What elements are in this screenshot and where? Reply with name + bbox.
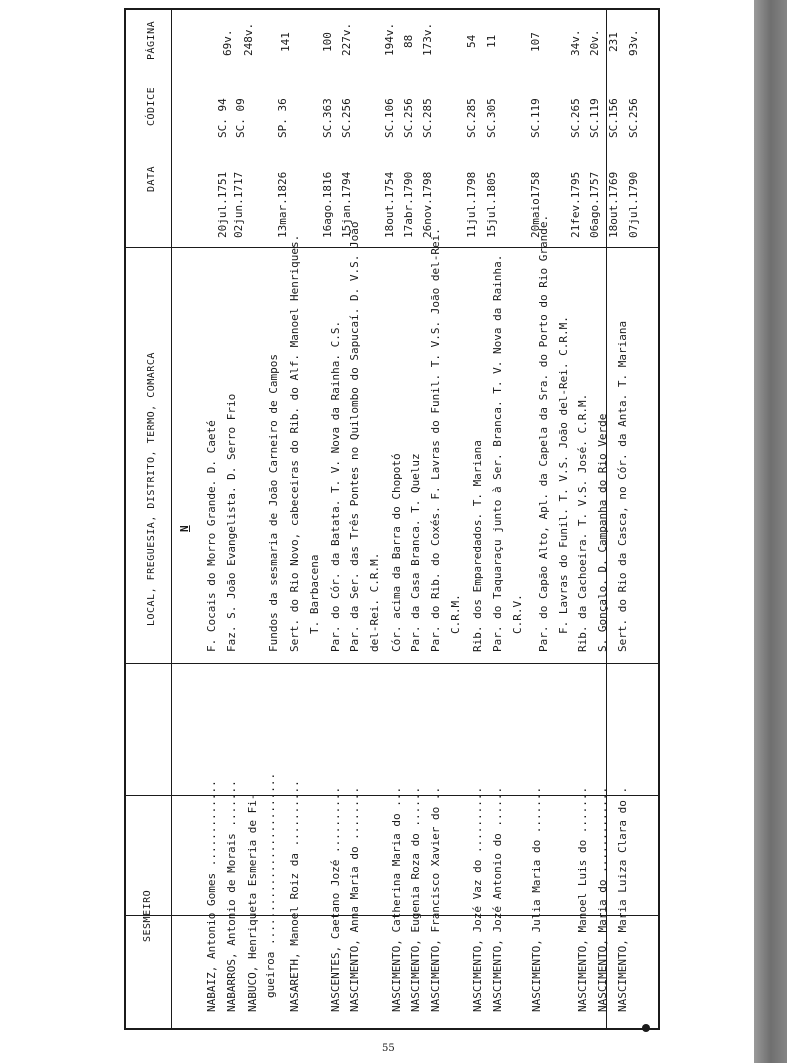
date-entry: 21fev.1795	[569, 171, 582, 238]
sesmeiro-entry: NASCENTES, Caetano Jozé ..........	[329, 786, 342, 1012]
local-entry: Rib. da Cachoeira. T. V.S. José. C.R.M.	[576, 393, 589, 652]
local-entry: Rib. dos Emparedados. T. Mariana	[471, 440, 484, 652]
pagina-entry: 11	[485, 34, 498, 48]
codice-entry: SC.256	[627, 98, 640, 138]
pagina-entry: 54	[465, 34, 478, 48]
codice-entry: SC.156	[607, 98, 620, 138]
local-entry: F. Lavras do Funil. T. V.S. João del-Rei. C.R.M.	[557, 316, 570, 634]
header-pagina: PÁGINA	[146, 20, 157, 60]
codice-entry: SC.265	[569, 98, 582, 138]
date-entry: 13mar.1826	[276, 171, 289, 238]
sesmeiro-entry: NASCIMENTO, Catherina Maria do ...	[390, 786, 403, 1012]
codice-entry: SP. 36	[276, 98, 289, 138]
header-sesmeiro: SESMEIRO	[142, 889, 153, 942]
table-corner-mark	[642, 1024, 650, 1032]
pagina-entry: 173v.	[421, 22, 434, 56]
codice-entry: SC.106	[383, 98, 396, 138]
local-entry: del-Rei. C.R.M.	[368, 552, 381, 652]
sesmeiro-entry: NABARROS, Antonio de Morais .......	[225, 780, 238, 1012]
local-entry: S. Gonçalo. D. Campanha do Rio Verde	[596, 413, 609, 652]
date-entry: 15jul.1805	[485, 171, 498, 238]
sesmeiro-entry: NASCIMENTO, Jozé Vaz do ..........	[471, 786, 484, 1012]
date-entry: 20jul.1751	[216, 171, 229, 238]
header-data: DATA	[146, 165, 157, 192]
local-entry: Cór. acima da Barra do Chopotó	[390, 453, 403, 652]
date-entry: 02jun.1717	[232, 171, 245, 238]
date-entry: 07jul.1790	[627, 171, 640, 238]
sesmeiro-entry: NASCIMENTO, Jozé Antonio do ......	[491, 786, 504, 1012]
local-entry: C.R.M.	[449, 594, 462, 634]
date-entry: 18out.1754	[383, 171, 396, 238]
date-entry: 15jan.1794	[340, 171, 353, 238]
codice-entry: SC.119	[588, 98, 601, 138]
local-entry: Par. do Cór. da Batata. T. V. Nova da Rainha. C.S.	[329, 320, 342, 652]
codice-entry: SC.285	[465, 98, 478, 138]
pagina-entry: 141	[279, 32, 292, 52]
local-entry: C.R.V.	[511, 594, 524, 634]
pagina-entry: 194v.	[383, 22, 396, 56]
sesmeiro-entry: NASCIMENTO, Francisco Xavier do ..	[429, 786, 442, 1012]
pagina-entry: 20v.	[588, 29, 601, 56]
local-entry: Faz. S. João Evangelista. D. Serro Frio	[225, 393, 238, 652]
column-divider	[171, 10, 172, 1028]
sesmeiro-entry: NASCIMENTO, Eugenia Roza do ......	[409, 786, 422, 1012]
sesmeiro-entry: NABUCO, Henriqueta Esmeria de Fi-	[246, 793, 259, 1012]
column-divider	[126, 663, 658, 664]
codice-entry: SC.256	[340, 98, 353, 138]
section-letter: N	[178, 525, 191, 532]
local-entry: F. Cocais do Morro Grande. D. Caeté	[205, 420, 218, 652]
sesmeiro-entry: NABAIZ, Antonio Gomes .............	[205, 780, 218, 1012]
header-codice: CÓDICE	[146, 86, 157, 126]
pagina-entry: 227v.	[340, 22, 353, 56]
codice-entry: SC. 94	[216, 98, 229, 138]
sesmeiro-entry: NASCIMENTO, Maria do .............	[596, 786, 609, 1012]
pagina-entry: 231	[607, 32, 620, 52]
scan-edge-strip	[754, 0, 787, 1063]
sesmeiro-entry: NASCIMENTO, Anna Maria do ........	[348, 786, 361, 1012]
local-entry: Sert. do Rio da Casca, no Cór. da Anta. T. Mariana	[616, 320, 629, 652]
codice-entry: SC.363	[321, 98, 334, 138]
pagina-entry: 88	[402, 34, 415, 48]
pagina-entry: 248v.	[242, 22, 255, 56]
date-entry: 20maio1758	[529, 171, 542, 238]
codice-entry: SC.119	[529, 98, 542, 138]
local-entry: T. Barbacena	[308, 554, 321, 634]
local-entry: Par. do Rib. do Coxés. F. Lavras do Funil. T. V.S. João del-Rei.	[429, 228, 442, 652]
local-entry: Sert. do Rio Novo, cabeceiras do Rib. do Alf. Manoel Henriques.	[288, 234, 301, 652]
page-number: 55	[382, 1043, 395, 1054]
date-entry: 16ago.1816	[321, 171, 334, 238]
date-entry: 11jul.1798	[465, 171, 478, 238]
sesmeiro-entry: NASARETH, Manoel Roiz da ..........	[288, 780, 301, 1012]
local-entry: Par. do Taquaraçu junto à Ser. Branca. T. V. Nova da Rainha.	[491, 254, 504, 652]
sesmeiro-entry: NASCIMENTO, Julia Maria do .......	[530, 786, 543, 1012]
codice-entry: SC. 09	[234, 98, 247, 138]
local-entry: Par. do Capão Alto, Apl. da Capela da Sra. do Porto do Rio Grande.	[537, 214, 550, 652]
sesmeiro-entry: NASCIMENTO, Maria Luiza Clara do .	[616, 786, 629, 1012]
header-local: LOCAL, FREGUESIA, DISTRITO, TERMO, COMARCA	[146, 352, 157, 626]
codice-entry: SC.305	[485, 98, 498, 138]
pagina-entry: 34v.	[569, 29, 582, 56]
date-entry: 06ago.1757	[588, 171, 601, 238]
codice-entry: SC.285	[421, 98, 434, 138]
date-entry: 26nov.1798	[421, 171, 434, 238]
local-entry: Fundos da sesmaria de João Carneiro de Campos	[267, 353, 280, 652]
local-entry: Par. da Ser. das Três Pontes no Quilombo do Sapucaí. D. V.S. João	[348, 221, 361, 652]
pagina-entry: 100	[321, 32, 334, 52]
date-entry: 18out.1769	[607, 171, 620, 238]
date-entry: 17abr.1790	[402, 171, 415, 238]
pagina-entry: 69v.	[221, 29, 234, 56]
sesmeiro-entry: NASCIMENTO, Manoel Luis do .......	[576, 786, 589, 1012]
pagina-entry: 93v.	[627, 29, 640, 56]
codice-entry: SC.256	[402, 98, 415, 138]
column-divider	[126, 247, 658, 248]
local-entry: Par. da Casa Branca. T. Queluz	[409, 453, 422, 652]
pagina-entry: 107	[529, 32, 542, 52]
sesmeiro-entry: gueiroa ..........................	[264, 772, 277, 998]
